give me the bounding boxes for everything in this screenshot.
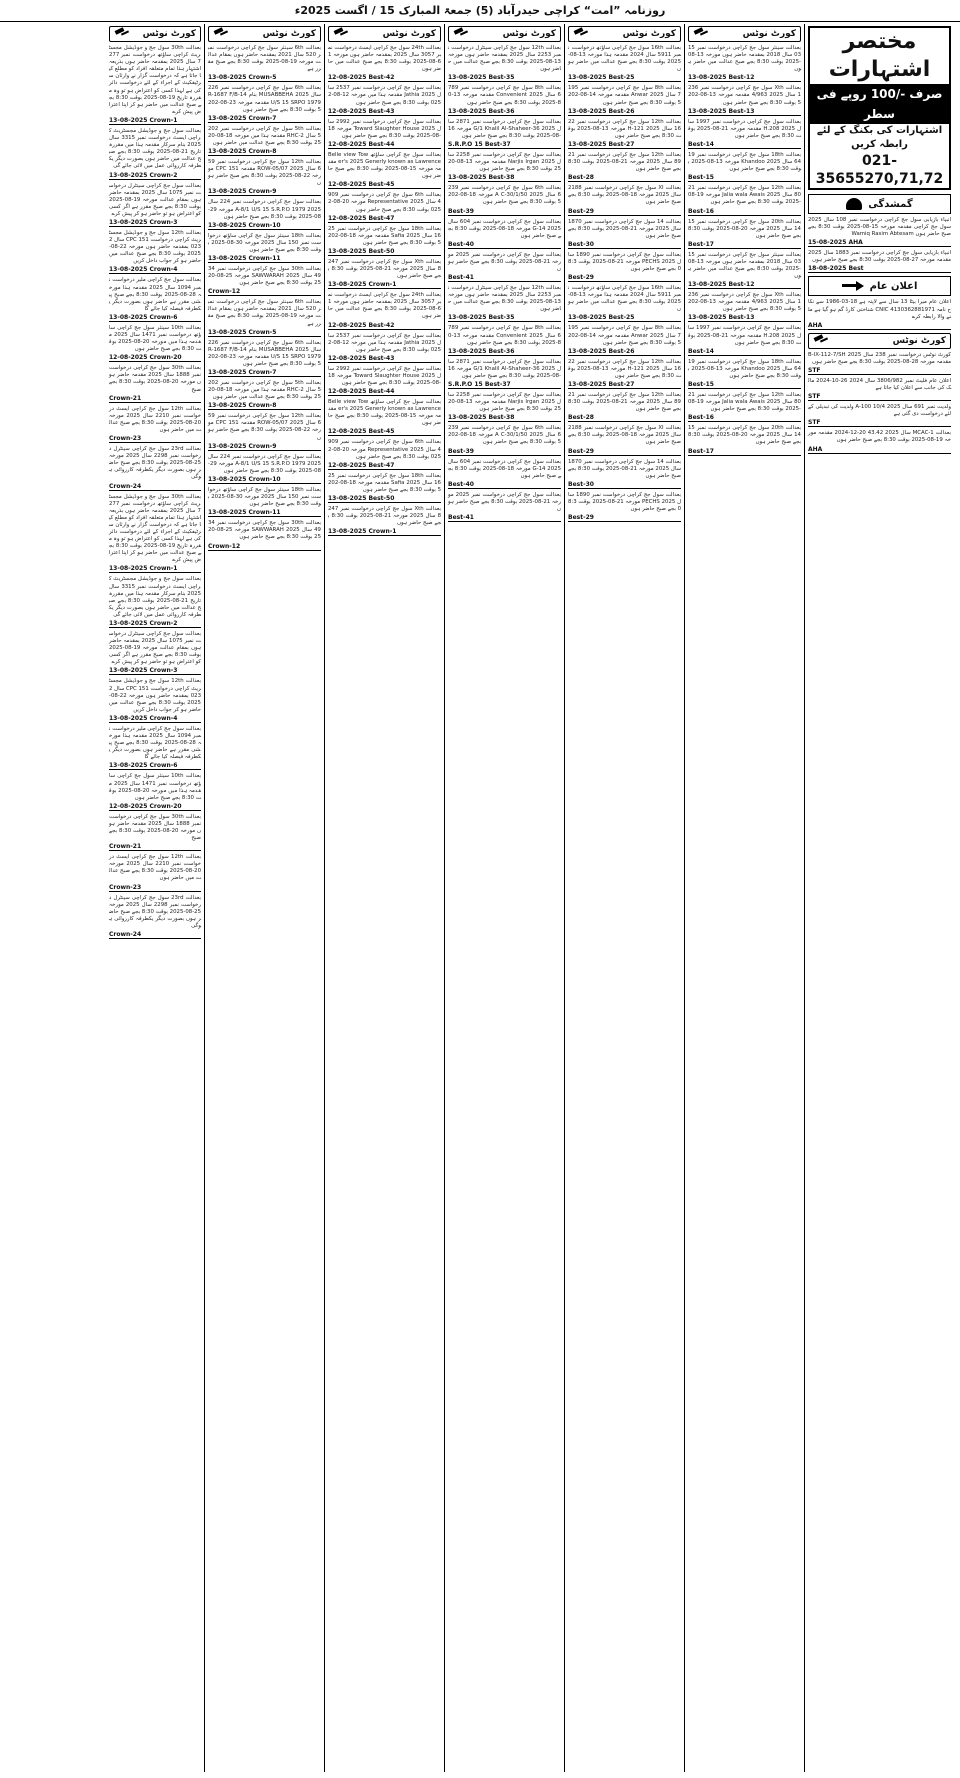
classified-contact: اشتہارات کی بکنگ کے لئے رابطہ کریں — [816, 125, 943, 150]
notice-ref: Best-14 — [688, 348, 801, 356]
notice-ref: Best-16 — [688, 414, 801, 422]
notice-ref: Best-41 — [448, 514, 561, 522]
court-notice-header — [688, 26, 801, 42]
notice-text: بعدالت سول جج کراچی ملیر درخواست نمبر 1094 سال 2025 مقدمہ ہذا مورخہ 28-08-2025 بوقت 8:30 بجے صبح پیشی مقرر ہے حاضر ہوں بصورت دیگر یکطرفہ فیصلہ کیا جائے گا — [109, 725, 201, 761]
classified-title: مختصر اشتہارات — [810, 28, 949, 84]
notice-ref: 13-08-2025 Crown-8 — [208, 148, 321, 156]
notice-text: بعدالت 12th سول جج کراچی درخواست نمبر 596 سال 2025 ROW-05/07 مقدمہ CPC 151 مورخہ 22-08-2025 بوقت 8:30 بجے صبح حاضر ہوں — [207, 159, 322, 187]
notice-ref: AHA — [808, 322, 951, 330]
notice-ref: 13-08-2025 Best-13 — [688, 108, 801, 116]
notice-text: بعدالت 23rd سول جج کراچی سینٹرل درخواست نمبر 2298 سال 2025 مورخہ 25-08-2025 بوقت 8:30 بجے صبح حاضر ہوں بصورت دیگر یکطرفہ کارروائی ہوگی — [107, 446, 202, 481]
notice-heading: کورٹ نوٹس — [502, 29, 556, 39]
notice-text: بعدالت 12th سول جج کراچی درخواست نمبر 2180 سال 2025 Jalia wala Awais مورخہ 19-08-2025 بوقت 8:30 بجے صبح حاضر ہوں — [688, 185, 801, 206]
notice-text: بعدالت سول جج کراچی ساؤتھ Belle view Tower's 2025 Generly known as Lawrence مقدمہ مورخہ 15-08-2025 بوقت 8:30 بجے صبح حاضر ہوں — [327, 151, 442, 180]
notice-ref: Crown-21 — [109, 395, 201, 403]
notice-ref: 13-08-2025 Best-25 — [568, 314, 681, 322]
notice-ref: Best-41 — [448, 274, 561, 282]
notice-text: بعدالت سول جج کراچی درخواست نمبر 2025 مورخہ 21-08-2025 بوقت 8:30 بجے صبح حاضر ہوں — [447, 491, 562, 513]
notice-text: بعدالت 24th سول جج کراچی ایسٹ درخواست نمبر 3057 سال 2025 بمقدمہ حاضر ہوں مورخہ 16-08-2025 بوقت 8:30 بجے صبح عدالت میں حاضر ہوں — [328, 45, 441, 73]
notice-ref: 12-08-2025 Crown-20 — [109, 354, 201, 362]
notice-text: بعدالت سول جج کراچی درخواست نمبر 2871 سال 2025 36-G/1 Khalil Al-Shaheer مورخہ 16-08-2025 بوقت 8:30 بجے صبح حاضر ہوں — [448, 358, 561, 379]
notice-ref: 12-08-2025 Best-43 — [328, 108, 441, 116]
notice-text: بعدالت سینئر سول جج کراچی درخواست نمبر 1503 سال 2018 بمقدمہ حاضر ہوں مورخہ 13-08-2025 بوقت 8:30 بجے صبح عدالت میں حاضر ہوں — [688, 251, 801, 280]
notice-ref: S.R.P.O 15 Best-37 — [448, 141, 561, 149]
notice-heading: کورٹ نوٹس — [142, 29, 196, 39]
notice-ref: 13-08-2025 Best-25 — [568, 74, 681, 82]
notice-text: بعدالت 12th سول جج کراچی درخواست نمبر 2180 سال 2025 Jalia wala Awais مورخہ 19-08-2025 بوقت 8:30 بجے صبح حاضر ہوں — [688, 392, 801, 413]
notice-text: بعدالت 5th سول جج کراچی درخواست نمبر 2025 سال RHC-2 مقدمہ ہذا میں مورخہ 18-08-2025 بوقت 8:30 بجے صبح عدالت میں حاضر ہوں — [208, 380, 321, 401]
notice-ref: Best-40 — [448, 481, 561, 489]
notice-ref: Best-40 — [448, 241, 561, 249]
notice-text: بعدالت Xth سول جج کراچی درخواست نمبر 2478 سال 2025 مورخہ 21-08-2025 بوقت 8:30 بجے صبح حاضر ہوں — [328, 258, 442, 280]
notice-text: انبیاء بازیابی سول جج کراچی درخواست نمبر 108 سال 2025 سول جج کراچی مقدمہ مورخہ 15-08-2025 بوقت 8:30 بجے صبح حاضر ہوں Wamiq Rasim Abtesam — [806, 217, 951, 238]
notice-text: بعدالت سول جج کراچی درخواست نمبر 2025 مورخہ 21-08-2025 بوقت 8:30 بجے صبح حاضر ہوں — [447, 251, 562, 272]
notice-text: بعدالت سول جج کراچی درخواست نمبر 2537 سال 2025 Jathia مقدمہ ہذا میں مورخہ 12-08-2025 بوقت 8:30 بجے صبح حاضر ہوں — [328, 332, 441, 353]
court-notice-header — [808, 333, 951, 349]
trumpet-icon — [842, 281, 864, 291]
notice-ref: 13-08-2025 Crown-11 — [208, 509, 321, 517]
notice-text: بعدالت 18th سول جج کراچی درخواست نمبر 2516 سال 2025 Safia مقدمہ مورخہ 18-08-2025 بوقت 8:30 بجے صبح حاضر ہوں — [328, 225, 441, 246]
notice-ref: AHA — [808, 446, 951, 454]
column-4 — [564, 24, 684, 1772]
notice-text: بعدالت 8th سول جج کراچی درخواست نمبر 7896 سال 2025 Convenient مقدمہ مورخہ 13-08-2025 بوقت 8:30 بجے صبح حاضر ہوں — [448, 325, 561, 346]
notice-text: بعدالت سینئر سول جج کراچی درخواست نمبر 1503 سال 2018 بمقدمہ حاضر ہوں مورخہ 13-08-2025 بوقت 8:30 بجے صبح عدالت میں حاضر ہوں — [688, 45, 801, 73]
notice-text: بعدالت 6th سول جج کراچی درخواست نمبر 226 سال 2025 MUSABBEHA بنام R-1687 F/B-14 U/S 15 SRPO 1979 مقدمہ مورخہ 23-08-2025 بوقت 8:30 بجے صبح حاضر ہوں — [206, 339, 322, 367]
notice-ref: 13-08-2025 Crown-5 — [208, 329, 321, 337]
notice-text: بعدالت سول جج و جوڈیشل مجسٹریٹ کراچی ایسٹ درخواست نمبر 3315 سال 2025 بنام سرکار مقدمہ ہذا میں مقررہ تاریخ 21-08-2025 بوقت 8:30 بجے صبح عدالت میں حاضر ہوں بصورت دیگر یکطرفہ کارروائی عمل میں لائی جائے گی — [107, 576, 201, 618]
notice-ref: 13-08-2025 Crown-6 — [109, 314, 201, 322]
notice-ref: 13-08-2025 Crown-7 — [208, 115, 321, 123]
notice-text: بعدالت سول جج کراچی درخواست نمبر 1890 سال 2025 PECHS مورخہ 21-08-2025 بوقت 8:30 بجے صبح حاضر ہوں — [568, 251, 681, 272]
notice-text: بعدالت 6th سول جج کراچی درخواست نمبر 9094 سال 2025 Representative مورخہ 20-08-2025 بوقت 8:30 بجے صبح حاضر ہوں — [328, 192, 441, 213]
court-notice-header — [448, 26, 561, 42]
notice-ref: 13-08-2025 Crown-2 — [109, 172, 201, 180]
notice-text: بعدالت 20th سول جج کراچی درخواست نمبر 1514 سال 2025 مورخہ 20-08-2025 بوقت 8:30 بجے صبح حاضر ہوں — [686, 425, 801, 446]
notice-text: بعدالت 6th سول جج کراچی درخواست نمبر 9094 سال 2025 Representative مورخہ 20-08-2025 بوقت 8:30 بجے صبح حاضر ہوں — [328, 439, 441, 460]
notice-ref: 12-08-2025 Best-47 — [328, 215, 441, 223]
notice-ref: 13-08-2025 Best-12 — [688, 281, 801, 289]
notice-text: بعدالت 12th سول جج کراچی درخواست نمبر 2216 سال 2025 H-121 مورخہ 13-08-2025 بوقت 8:30 بجے صبح حاضر ہوں — [568, 118, 682, 139]
notice-ref: Crown-23 — [109, 435, 201, 443]
notice-text: بعدالت سول جج کراچی درخواست نمبر 604 سال 2025 14-G مورخہ 18-08-2025 بوقت 8:30 بجے صبح حاضر ہوں — [446, 458, 562, 479]
notice-text: بعدالت 10th سینئر سول جج کراچی ساؤتھ درخواست نمبر 1471 سال 2025 مقدمہ ہذا میں مورخہ 20-08-2025 بوقت 8:30 بجے صبح حاضر ہوں — [109, 324, 202, 353]
column-5 — [684, 24, 804, 1772]
notice-text: بعدالت سول جج کراچی ملیر درخواست نمبر 1094 سال 2025 مقدمہ ہذا مورخہ 28-08-2025 بوقت 8:30 بجے صبح پیشی مقرر ہے حاضر ہوں بصورت دیگر یکطرفہ فیصلہ کیا جائے گا — [109, 277, 201, 312]
notice-ref: Best-29 — [568, 448, 681, 456]
notice-text: بعدالت 23rd سول جج کراچی سینٹرل درخواست نمبر 2298 سال 2025 مورخہ 25-08-2025 بوقت 8:30 بجے صبح حاضر ہوں بصورت دیگر یکطرفہ کارروائی ہوگی — [107, 894, 202, 929]
notice-ref: 12-08-2025 Best-42 — [328, 322, 441, 330]
notice-text: بعدالت 12th سول جج کراچی درخواست نمبر 2216 سال 2025 H-121 مورخہ 13-08-2025 بوقت 8:30 بجے صبح حاضر ہوں — [568, 358, 682, 379]
notice-heading: کورٹ نوٹس — [892, 335, 946, 346]
columns-container — [6, 24, 954, 1772]
notice-ref: 13-08-2025 Best-50 — [328, 248, 441, 256]
column-2 — [324, 24, 444, 1772]
column-3 — [444, 24, 564, 1772]
notice-ref: Crown-24 — [109, 483, 201, 491]
notice-text: ولدیت نمبر 691 سال 2025 A-100 10/4 ولدیت کی تبدیلی کے لئے درخواست دی گئی ہے — [806, 404, 951, 418]
notice-text: بعدالت Xth سول جج کراچی درخواست نمبر 2361 سال 2025 4/963 مقدمہ مورخہ 13-08-2025 بوقت 8:30 بجے صبح حاضر ہوں — [688, 85, 802, 106]
notice-text: بعدالت 12th سول جج کراچی ایسٹ درخواست نمبر 2210 سال 2025 مورخہ 20-08-2025 بوقت 8:30 بجے صبح عدالت میں حاضر ہوں — [107, 405, 201, 433]
notice-ref: 13-08-2025 Crown-3 — [109, 219, 201, 227]
notice-text: بعدالت XI سول جج کراچی درخواست نمبر 2188 سال 2025 مورخہ 18-08-2025 بوقت 8:30 بجے صبح حاضر ہوں — [566, 425, 681, 446]
notice-text: بعدالت سول جج کراچی درخواست نمبر 604 سال 2025 14-G مورخہ 18-08-2025 بوقت 8:30 بجے صبح حاضر ہوں — [446, 218, 562, 239]
notice-text: بعدالت 6th سینئر سول جج کراچی درخواست نمبر 520 سال 2021 بمقدمہ حاضر ہوں بمقام عدالت مورخہ 19-08-2025 بوقت 8:30 بجے صبح مقرر ہے — [208, 299, 321, 327]
notice-text: بعدالت سول جج کراچی درخواست نمبر 1997 سال 2025 H.208 مقدمہ مورخہ 21-08-2025 بوقت 8:30 بجے صبح حاضر ہوں — [688, 325, 801, 346]
notice-ref: 13-08-2025 Crown-1 — [328, 528, 441, 536]
notice-text: بعدالت سول جج کراچی سینٹرل درخواست نمبر 1075 سال 2025 بمقدمہ حاضر ہوں بمقام عدالت مورخہ 19-08-2025 بوقت 8:30 بجے صبح مقرر ہے اگر کسی کو اعتراض ہو تو حاضر ہو کر پیش کرے — [107, 182, 201, 217]
notice-ref: 13-08-2025 Crown-1 — [328, 281, 441, 289]
notice-text: اعلان عام میرا بیٹا 13 سال سے لاپتہ ہے 18-03-1986 سے نکاح نامہ CNIC 4130362881971 شناختی کارڈ گم ہو گیا ہے ملنے والا رابطہ کرے — [808, 299, 951, 320]
column-1 — [204, 24, 324, 1772]
notice-heading: کورٹ نوٹس — [622, 29, 676, 39]
notice-ref: Best-17 — [688, 241, 801, 249]
notice-ref: STF — [808, 393, 951, 401]
notice-ref: Best-29 — [568, 514, 681, 522]
notice-ref: Best-15 — [688, 381, 801, 389]
notice-text: بعدالت 18th سینئر سول جج کراچی ساؤتھ درخواست نمبر 150 سال 2025 مورخہ 30-08-2025 بوقت 8:30 بجے صبح حاضر ہوں — [208, 486, 321, 508]
notice-ref: Crown-12 — [208, 288, 321, 296]
notice-text: بعدالت 24th سول جج کراچی ایسٹ درخواست نمبر 3057 سال 2025 بمقدمہ حاضر ہوں مورخہ 16-08-2025 بوقت 8:30 بجے صبح عدالت میں حاضر ہوں — [328, 292, 441, 320]
notice-ref: 15-08-2025 AHA — [808, 239, 951, 247]
notice-text: بعدالت 8th سول جج کراچی درخواست نمبر 7896 سال 2025 Convenient مقدمہ مورخہ 13-08-2025 بوقت 8:30 بجے صبح حاضر ہوں — [448, 85, 561, 106]
notice-ref: Best-30 — [568, 241, 681, 249]
classified-rate: صرف -/100 روپے فی سطر — [810, 84, 949, 124]
notice-text: بعدالت MCAC-1 سال 2025 43.42 20-12-2024 مقدمہ مورخہ 19-08-2025 بوقت 8:30 بجے صبح حاضر ہوں — [808, 430, 951, 444]
notice-text: بعدالت 20th سول جج کراچی درخواست نمبر 1514 سال 2025 مورخہ 20-08-2025 بوقت 8:30 بجے صبح حاضر ہوں — [686, 218, 801, 239]
column-0 — [106, 24, 204, 1772]
notice-text: بعدالت سول جج کراچی ساؤتھ Belle view Tower's 2025 Generly known as Lawrence مقدمہ مورخہ 15-08-2025 بوقت 8:30 بجے صبح حاضر ہوں — [327, 399, 442, 427]
notice-ref: 13-08-2025 Crown-9 — [208, 443, 321, 451]
notice-ref: Best-39 — [448, 448, 561, 456]
notice-text: بعدالت سول جج کراچی درخواست نمبر 2992 سال 2025 Toward Slaughter House مورخہ 18-08-2025 بوقت 8:30 بجے صبح حاضر ہوں — [328, 365, 442, 386]
notice-ref: 12-08-2025 Best-45 — [328, 428, 441, 436]
notice-ref: 13-08-2025 Best-12 — [688, 74, 801, 82]
section-announcement — [808, 276, 951, 296]
notice-heading: کورٹ نوٹس — [262, 29, 316, 39]
notice-ref: Best-28 — [568, 174, 681, 182]
notice-ref: 13-08-2025 Crown-6 — [109, 762, 201, 770]
notice-text: بعدالت سول جج کراچی سینٹرل درخواست نمبر 1075 سال 2025 بمقدمہ حاضر ہوں بمقام عدالت مورخہ 19-08-2025 بوقت 8:30 بجے صبح مقرر ہے اگر کسی کو اعتراض ہو تو حاضر ہو کر پیش کرے — [107, 631, 201, 666]
notice-ref: 13-08-2025 Crown-4 — [109, 715, 201, 723]
notice-ref: 13-08-2025 Best-26 — [568, 108, 681, 116]
notice-text: بعدالت 12th سول جج و جوڈیشل مجسٹریٹ کراچی درخواست CPC 151 سال 2023 بمقدمہ حاضر ہوں مورخہ 22-08-2025 بوقت 8:30 بجے صبح عدالت میں حاضر ہو کر جواب داخل کریں — [107, 229, 202, 265]
notice-text: بعدالت سول جج کراچی درخواست نمبر 2258 سال 2025 Narjis Irgan مقدمہ مورخہ 13-08-2025 بوقت 8:30 بجے صبح حاضر ہوں — [448, 151, 561, 173]
notice-text: بعدالت 16th سول جج کراچی ساؤتھ درخواست نمبر 5911 سال 2024 مقدمہ ہذا مورخہ 13-08-2025 بوقت 8:30 بجے صبح عدالت میں حاضر ہوں — [568, 285, 682, 313]
notice-ref: Crown-21 — [109, 843, 201, 851]
notice-text: بعدالت سول جج و جوڈیشل مجسٹریٹ کراچی ایسٹ درخواست نمبر 3315 سال 2025 بنام سرکار مقدمہ ہذا میں مقررہ تاریخ 21-08-2025 بوقت 8:30 بجے صبح عدالت میں حاضر ہوں بصورت دیگر یکطرفہ کارروائی عمل میں لائی جائے گی — [107, 127, 201, 170]
notice-ref: Best-28 — [568, 414, 681, 422]
notice-ref: 13-08-2025 Best-36 — [448, 348, 561, 356]
notice-ref: Best-14 — [688, 141, 801, 149]
notice-text: بعدالت 12th سول جج کراچی سینٹرل درخواست نمبر 2253 سال 2025 بمقدمہ حاضر ہوں مورخہ 13-08-2025 بوقت 8:30 بجے صبح عدالت میں حاضر ہوں — [446, 285, 561, 313]
gavel-icon — [333, 28, 349, 40]
notice-text: اعلان عام فلیٹ نمبر 3806/982 سال 2024 26-10-2024 مالک کی جانب سے اعلان کیا جاتا ہے — [808, 377, 951, 392]
gavel-icon — [213, 28, 229, 40]
notice-text: بعدالت 14 سول جج کراچی درخواست نمبر 1870 سال 2025 مورخہ 21-08-2025 بوقت 8:30 بجے صبح حاضر ہوں — [566, 218, 681, 239]
notice-ref: 13-08-2025 Crown-3 — [109, 667, 201, 675]
notice-text: بعدالت 12th سول جج و جوڈیشل مجسٹریٹ کراچی درخواست CPC 151 سال 2023 بمقدمہ حاضر ہوں مورخہ 22-08-2025 بوقت 8:30 بجے صبح عدالت میں حاضر ہو کر جواب داخل کریں — [107, 678, 202, 713]
notice-text: بعدالت 10th سینئر سول جج کراچی ساؤتھ درخواست نمبر 1471 سال 2025 مقدمہ ہذا میں مورخہ 20-08-2025 بوقت 8:30 بجے صبح حاضر ہوں — [109, 773, 202, 801]
notice-text: بعدالت 12th سول جج کراچی درخواست نمبر 596 سال 2025 ROW-05/07 مقدمہ CPC 151 مورخہ 22-08-2025 بوقت 8:30 بجے صبح حاضر ہوں — [207, 413, 322, 441]
notice-ref: 13-08-2025 Best-50 — [328, 495, 441, 503]
court-notice-header — [109, 26, 201, 42]
notice-text: بعدالت سول جج کراچی درخواست نمبر 2992 سال 2025 Toward Slaughter House مورخہ 18-08-2025 بوقت 8:30 بجے صبح حاضر ہوں — [328, 118, 442, 139]
notice-text: بعدالت 5th سول جج کراچی درخواست نمبر 2025 سال RHC-2 مقدمہ ہذا میں مورخہ 18-08-2025 بوقت 8:30 بجے صبح عدالت میں حاضر ہوں — [208, 125, 321, 146]
notice-ref: 13-08-2025 Crown-10 — [208, 476, 321, 484]
notice-ref: 13-08-2025 Crown-1 — [109, 565, 201, 573]
gavel-icon — [114, 28, 130, 40]
notice-text: بعدالت سول جج کراچی درخواست نمبر 224 سال 2025 A-8/1 U/S 15 S.R.P.O 1979 مورخہ 29-08-2025 بوقت 8:30 بجے صبح حاضر ہوں — [206, 199, 322, 220]
notice-text: بعدالت 12th سول جج کراچی سینٹرل درخواست نمبر 2253 سال 2025 بمقدمہ حاضر ہوں مورخہ 13-08-2025 بوقت 8:30 بجے صبح عدالت میں حاضر ہوں — [446, 45, 561, 73]
notice-ref: 13-08-2025 Crown-10 — [208, 222, 321, 230]
court-notice-header — [208, 26, 321, 42]
notice-ref: S.R.P.O 15 Best-37 — [448, 381, 561, 389]
notice-text: بعدالت 6th سول جج کراچی درخواست نمبر 2396 سال 2025 50/A C-30/1 مورخہ 18-08-2025 بوقت 8:30 بجے صبح حاضر ہوں — [448, 425, 562, 446]
notice-text: بعدالت 30th سول جج کراچی درخواست نمبر 1888 سال 2025 مقدمہ حاضر ہوں مورخہ 20-08-2025 بوقت 8:30 بجے صبح — [107, 365, 201, 393]
notice-text: بعدالت 30th سول جج کراچی درخواست نمبر 3449 سال 2025 SAWWARAH مورخہ 25-08-2025 بوقت 8:30 بجے صبح حاضر ہوں — [208, 265, 321, 287]
notice-ref: Crown-12 — [208, 543, 321, 551]
notice-ref: Best-30 — [568, 481, 681, 489]
notice-ref: 13-08-2025 Best-13 — [688, 314, 801, 322]
notice-text: بعدالت 6th سول جج کراچی درخواست نمبر 226 سال 2025 MUSABBEHA بنام R-1687 F/B-14 U/S 15 SRPO 1979 مقدمہ مورخہ 23-08-2025 بوقت 8:30 بجے صبح حاضر ہوں — [206, 85, 322, 113]
notice-text: بعدالت 16th سول جج کراچی ساؤتھ درخواست نمبر 5911 سال 2024 مقدمہ ہذا مورخہ 13-08-2025 بوقت 8:30 بجے صبح عدالت میں حاضر ہوں — [568, 45, 682, 73]
notice-text: بعدالت سول جج کراچی درخواست نمبر 1997 سال 2025 H.208 مقدمہ مورخہ 21-08-2025 بوقت 8:30 بجے صبح حاضر ہوں — [688, 118, 801, 139]
notice-ref: Crown-23 — [109, 884, 201, 892]
notice-ref: 13-08-2025 Best-26 — [568, 348, 681, 356]
notice-ref: Best-29 — [568, 208, 681, 216]
notice-text: بعدالت 18th سول جج کراچی درخواست نمبر 2516 سال 2025 Safia مقدمہ مورخہ 18-08-2025 بوقت 8:30 بجے صبح حاضر ہوں — [328, 472, 441, 493]
notice-text: بعدالت 6th سول جج کراچی درخواست نمبر 2396 سال 2025 50/A C-30/1 مورخہ 18-08-2025 بوقت 8:30 بجے صبح حاضر ہوں — [448, 185, 562, 206]
notice-ref: 12-08-2025 Best-45 — [328, 181, 441, 189]
notice-ref: 13-08-2025 Best-38 — [448, 414, 561, 422]
column-classifieds — [804, 24, 954, 1772]
notice-ref: Best-16 — [688, 208, 801, 216]
notice-text: بعدالت Xth سول جج کراچی درخواست نمبر 2361 سال 2025 4/963 مقدمہ مورخہ 13-08-2025 بوقت 8:30 بجے صبح حاضر ہوں — [688, 292, 802, 313]
notice-text: بعدالت 14 سول جج کراچی درخواست نمبر 1870 سال 2025 مورخہ 21-08-2025 بوقت 8:30 بجے صبح حاضر ہوں — [566, 458, 681, 479]
notice-heading: کورٹ نوٹس — [382, 29, 436, 39]
notice-ref: 12-08-2025 Crown-20 — [109, 803, 201, 811]
notice-text: بعدالت سول جج کراچی درخواست نمبر 1890 سال 2025 PECHS مورخہ 21-08-2025 بوقت 8:30 بجے صبح حاضر ہوں — [568, 491, 681, 513]
notice-ref: 12-08-2025 Best-44 — [328, 141, 441, 149]
notice-text: بعدالت سول جج کراچی درخواست نمبر 2871 سال 2025 36-G/1 Khalil Al-Shaheer مورخہ 16-08-2025 بوقت 8:30 بجے صبح حاضر ہوں — [448, 118, 561, 139]
notice-text: بعدالت 18th سینئر سول جج کراچی ساؤتھ درخواست نمبر 150 سال 2025 مورخہ 30-08-2025 بوقت 8:30 بجے صبح حاضر ہوں — [208, 232, 321, 253]
notice-ref: 13-08-2025 Crown-8 — [208, 402, 321, 410]
notice-ref: 13-08-2025 Crown-7 — [208, 369, 321, 377]
notice-ref: Best-29 — [568, 274, 681, 282]
notice-ref: 13-08-2025 Best-27 — [568, 381, 681, 389]
notice-text: بعدالت 30th سول جج کراچی درخواست نمبر 3449 سال 2025 SAWWARAH مورخہ 25-08-2025 بوقت 8:30 بجے صبح حاضر ہوں — [208, 520, 321, 541]
notice-text: بعدالت سول جج کراچی درخواست نمبر 2258 سال 2025 Narjis Irgan مقدمہ مورخہ 13-08-2025 بوقت 8:30 بجے صبح حاضر ہوں — [448, 392, 561, 413]
section-lost — [808, 194, 951, 214]
notice-ref: 13-08-2025 Best-35 — [448, 314, 561, 322]
notice-heading: کورٹ نوٹس — [742, 29, 796, 39]
notice-ref: 13-08-2025 Crown-11 — [208, 255, 321, 263]
notice-text: بعدالت 30th سول جج و جوڈیشل مجسٹریٹ کراچی ساؤتھ درخواست نمبر 2777 سال 2025 بمقدمہ حاضر ہوں بذریعہ اشتہار ہذا تمام متعلقہ افراد کو مطلع کیا جاتا ہے کہ درخواست گزار نے وارثان سرٹیفکیٹ کے اجراء کے لئے درخواست دائر کی ہے لہذا کسی کو اعتراض ہو تو وہ مقررہ تاریخ 19-08-2025 بوقت 8:30 بجے صبح عدالت میں حاضر ہو کر اپنا اعتراض پیش کرے — [107, 45, 202, 115]
gavel-icon — [453, 28, 469, 40]
notice-text: بعدالت 30th سول جج و جوڈیشل مجسٹریٹ کراچی ساؤتھ درخواست نمبر 2777 سال 2025 بمقدمہ حاضر ہوں بذریعہ اشتہار ہذا تمام متعلقہ افراد کو مطلع کیا جاتا ہے کہ درخواست گزار نے وارثان سرٹیفکیٹ کے اجراء کے لئے درخواست دائر کی ہے لہذا کسی کو اعتراض ہو تو وہ مقررہ تاریخ 19-08-2025 بوقت 8:30 بجے صبح عدالت میں حاضر ہو کر اپنا اعتراض پیش کرے — [107, 493, 202, 564]
notice-ref: 13-08-2025 Best-35 — [448, 74, 561, 82]
gavel-icon — [693, 28, 709, 40]
notice-text: بعدالت 6th سینئر سول جج کراچی درخواست نمبر 520 سال 2021 بمقدمہ حاضر ہوں بمقام عدالت مورخہ 19-08-2025 بوقت 8:30 بجے صبح مقرر ہے — [208, 45, 321, 73]
notice-ref: 13-08-2025 Crown-1 — [109, 117, 201, 125]
notice-ref: 13-08-2025 Best-36 — [448, 108, 561, 116]
notice-ref: STF — [808, 367, 951, 375]
newspaper-masthead — [0, 0, 960, 22]
notice-ref: 13-08-2025 Best-38 — [448, 174, 561, 182]
notice-text: انبیاء بازیابی سول جج کراچی درخواست نمبر 1883 سال 2025 مقدمہ مورخہ 27-08-2025 بوقت 8:30 بجے صبح حاضر ہوں — [806, 250, 951, 264]
gavel-icon — [573, 28, 589, 40]
court-notice-header — [568, 26, 681, 42]
notice-text: بعدالت 12th سول جج کراچی درخواست نمبر 2189 سال 2025 مورخہ 21-08-2025 بوقت 8:30 بجے صبح حاضر ہوں — [566, 151, 681, 173]
classified-phone: 021-35655270,71,72 — [815, 153, 944, 187]
notice-text: بعدالت 12th سول جج کراچی درخواست نمبر 2189 سال 2025 مورخہ 21-08-2025 بوقت 8:30 بجے صبح حاضر ہوں — [566, 392, 681, 413]
section-lost-label: گمشدگی — [868, 198, 913, 210]
notice-ref: 12-08-2025 Best-44 — [328, 388, 441, 396]
notice-text: بعدالت 8th سول جج کراچی درخواست نمبر 1957 سال 2025 Anwar مقدمہ مورخہ 14-08-2025 بوقت 8:30 بجے صبح حاضر ہوں — [568, 85, 681, 106]
notice-ref: 13-08-2025 Crown-2 — [109, 620, 201, 628]
classified-box — [808, 26, 951, 190]
notice-ref: 13-08-2025 Best-27 — [568, 141, 681, 149]
notice-ref: Best-15 — [688, 174, 801, 182]
notice-text: بعدالت 18th سول جج کراچی درخواست نمبر 1964 سال 2025 Khandoo مورخہ 13-08-2025 بوقت 8:30 بجے صبح حاضر ہوں — [688, 151, 801, 173]
notice-ref: Best-17 — [688, 448, 801, 456]
bell-icon — [846, 198, 862, 210]
masthead-text: روزنامہ ”امت“ کراچی حیدرآباد (5) جمعۃ المبارک 15 / اگست 2025ء — [294, 4, 666, 17]
notice-ref: 12-08-2025 Best-47 — [328, 462, 441, 470]
notice-ref: Crown-24 — [109, 931, 201, 939]
notice-ref: STF — [808, 419, 951, 427]
notice-ref: 12-08-2025 Best-43 — [328, 355, 441, 363]
gavel-icon — [813, 335, 829, 347]
notice-ref: 18-08-2025 Best — [808, 265, 951, 273]
notice-ref: Best-39 — [448, 208, 561, 216]
notice-ref: 13-08-2025 Crown-4 — [109, 266, 201, 274]
notice-text: بعدالت Xth سول جج کراچی درخواست نمبر 2478 سال 2025 مورخہ 21-08-2025 بوقت 8:30 بجے صبح حاضر ہوں — [328, 506, 442, 527]
notice-text: بعدالت سول جج کراچی درخواست نمبر 224 سال 2025 A-8/1 U/S 15 S.R.P.O 1979 مورخہ 29-08-2025 بوقت 8:30 بجے صبح حاضر ہوں — [206, 453, 322, 474]
notice-text: بعدالت XI سول جج کراچی درخواست نمبر 2188 سال 2025 مورخہ 18-08-2025 بوقت 8:30 بجے صبح حاضر ہوں — [566, 185, 681, 206]
notice-text: بعدالت سول جج کراچی درخواست نمبر 2537 سال 2025 Jathia مقدمہ ہذا میں مورخہ 12-08-2025 بوقت 8:30 بجے صبح حاضر ہوں — [328, 85, 441, 106]
notice-text: بعدالت 18th سول جج کراچی درخواست نمبر 1964 سال 2025 Khandoo مورخہ 13-08-2025 بوقت 8:30 بجے صبح حاضر ہوں — [688, 358, 801, 379]
notice-ref: 12-08-2025 Best-42 — [328, 74, 441, 82]
notice-text: بعدالت 30th سول جج کراچی درخواست نمبر 1888 سال 2025 مقدمہ حاضر ہوں مورخہ 20-08-2025 بوقت 8:30 بجے صبح — [107, 813, 201, 842]
notice-ref: 13-08-2025 Crown-9 — [208, 188, 321, 196]
notice-text: بعدالت 8th سول جج کراچی درخواست نمبر 1957 سال 2025 Anwar مقدمہ مورخہ 14-08-2025 بوقت 8:30 بجے صبح حاضر ہوں — [568, 325, 681, 346]
notice-text: بعدالت 12th سول جج کراچی ایسٹ درخواست نمبر 2210 سال 2025 مورخہ 20-08-2025 بوقت 8:30 بجے صبح عدالت میں حاضر ہوں — [107, 854, 201, 882]
notice-ref: 13-08-2025 Crown-5 — [208, 74, 321, 82]
notice-text: کورٹ نوٹس درخواست نمبر 238 سال 2025 B-IX-112-7/SH مقدمہ مورخہ 28-08-2025 بوقت 8:30 بجے صبح حاضر ہوں — [806, 351, 951, 365]
court-notice-header — [328, 26, 441, 42]
section-announcement-label: اعلان عام — [869, 280, 918, 292]
